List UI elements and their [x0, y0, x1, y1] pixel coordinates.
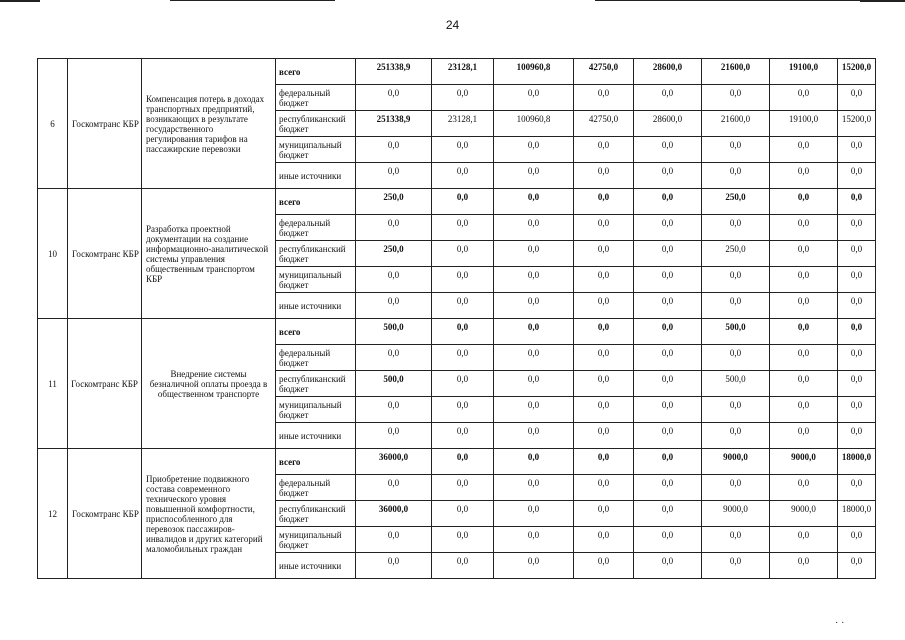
value-cell: 0,0	[356, 345, 432, 371]
value-cell: 0,0	[838, 267, 876, 293]
funding-source-cell: иные источники	[276, 553, 356, 579]
funding-source-cell: всего	[276, 449, 356, 475]
value-cell: 0,0	[838, 137, 876, 163]
value-cell: 0,0	[494, 553, 574, 579]
value-cell: 251338,9	[356, 111, 432, 137]
value-cell: 0,0	[770, 527, 838, 553]
funding-source-cell: республиканский бюджет	[276, 111, 356, 137]
value-cell: 0,0	[356, 85, 432, 111]
executor-cell: Госкомтранс КБР	[68, 319, 142, 449]
value-cell: 0,0	[702, 293, 770, 319]
value-cell: 0,0	[432, 267, 494, 293]
value-cell: 0,0	[574, 319, 634, 345]
value-cell: 0,0	[574, 371, 634, 397]
value-cell: 0,0	[838, 241, 876, 267]
value-cell: 0,0	[574, 527, 634, 553]
value-cell: 0,0	[634, 189, 702, 215]
value-cell: 0,0	[838, 553, 876, 579]
value-cell: 0,0	[356, 267, 432, 293]
value-cell: 0,0	[494, 345, 574, 371]
value-cell: 0,0	[574, 85, 634, 111]
measure-name-cell: Приобретение подвижного состава современного технического уровня повышенной комфортности, приспособленного для перевозок пассажиров-инвалидов и других категорий маломобильных граждан	[142, 449, 276, 579]
funding-source-cell: федеральный бюджет	[276, 475, 356, 501]
value-cell: 0,0	[494, 189, 574, 215]
value-cell: 0,0	[838, 371, 876, 397]
value-cell: 0,0	[574, 475, 634, 501]
value-cell: 500,0	[356, 319, 432, 345]
value-cell: 0,0	[574, 553, 634, 579]
top-rule-left	[0, 0, 40, 2]
value-cell: 9000,0	[702, 501, 770, 527]
value-cell: 0,0	[432, 293, 494, 319]
value-cell: 0,0	[356, 215, 432, 241]
value-cell: 250,0	[702, 241, 770, 267]
value-cell: 500,0	[702, 371, 770, 397]
value-cell: 500,0	[356, 371, 432, 397]
value-cell: 0,0	[634, 527, 702, 553]
funding-source-cell: муниципальный бюджет	[276, 267, 356, 293]
value-cell: 0,0	[432, 501, 494, 527]
value-cell: 0,0	[770, 397, 838, 423]
value-cell: 500,0	[702, 319, 770, 345]
value-cell: 0,0	[574, 241, 634, 267]
value-cell: 0,0	[702, 475, 770, 501]
value-cell: 23128,1	[432, 59, 494, 85]
value-cell: 0,0	[494, 449, 574, 475]
value-cell: 0,0	[838, 293, 876, 319]
value-cell: 0,0	[574, 293, 634, 319]
value-cell: 250,0	[356, 241, 432, 267]
measure-name-cell: Внедрение системы безналичной оплаты проезда в общественном транспорте	[142, 319, 276, 449]
value-cell: 0,0	[770, 293, 838, 319]
value-cell: 0,0	[702, 267, 770, 293]
value-cell: 0,0	[432, 163, 494, 189]
value-cell: 0,0	[574, 501, 634, 527]
funding-source-cell: иные источники	[276, 423, 356, 449]
value-cell: 0,0	[838, 189, 876, 215]
value-cell: 0,0	[356, 397, 432, 423]
value-cell: 0,0	[770, 137, 838, 163]
executor-cell: Госкомтранс КБР	[68, 59, 142, 189]
value-cell: 18000,0	[838, 449, 876, 475]
value-cell: 0,0	[838, 163, 876, 189]
value-cell: 0,0	[702, 345, 770, 371]
value-cell: 36000,0	[356, 501, 432, 527]
value-cell: 0,0	[574, 449, 634, 475]
value-cell: 0,0	[574, 397, 634, 423]
value-cell: 19100,0	[770, 111, 838, 137]
value-cell: 0,0	[574, 423, 634, 449]
top-rule-far-right	[860, 0, 905, 2]
value-cell: 0,0	[356, 553, 432, 579]
value-cell: 0,0	[356, 423, 432, 449]
value-cell: 0,0	[494, 267, 574, 293]
value-cell: 0,0	[634, 241, 702, 267]
value-cell: 250,0	[702, 189, 770, 215]
value-cell: 0,0	[838, 215, 876, 241]
value-cell: 0,0	[574, 163, 634, 189]
row-number: 6	[38, 59, 68, 189]
value-cell: 15200,0	[838, 59, 876, 85]
value-cell: 0,0	[770, 475, 838, 501]
budget-table	[37, 58, 876, 579]
value-cell: 0,0	[494, 85, 574, 111]
table-row	[38, 189, 876, 215]
value-cell: 0,0	[494, 501, 574, 527]
table-body	[38, 59, 876, 579]
value-cell: 21600,0	[702, 111, 770, 137]
funding-source-cell: всего	[276, 189, 356, 215]
value-cell: 0,0	[574, 345, 634, 371]
value-cell: 0,0	[494, 423, 574, 449]
value-cell: 0,0	[770, 163, 838, 189]
value-cell: 0,0	[634, 553, 702, 579]
page-number: 24	[445, 18, 460, 32]
value-cell: 0,0	[356, 137, 432, 163]
value-cell: 0,0	[838, 527, 876, 553]
value-cell: 0,0	[838, 345, 876, 371]
value-cell: 0,0	[356, 475, 432, 501]
value-cell: 0,0	[494, 215, 574, 241]
table-row	[38, 59, 876, 85]
value-cell: 0,0	[356, 163, 432, 189]
top-rule-center	[170, 0, 335, 1]
value-cell: 0,0	[838, 423, 876, 449]
value-cell: 0,0	[432, 553, 494, 579]
value-cell: 0,0	[770, 241, 838, 267]
value-cell: 0,0	[634, 137, 702, 163]
value-cell: 0,0	[634, 345, 702, 371]
funding-source-cell: республиканский бюджет	[276, 241, 356, 267]
measure-name-cell: Компенсация потерь в доходах транспортных предприятий, возникающих в результате государственного регулирования тарифов на пассажирские перевозки	[142, 59, 276, 189]
value-cell: 0,0	[770, 215, 838, 241]
value-cell: 0,0	[432, 345, 494, 371]
value-cell: 0,0	[432, 241, 494, 267]
value-cell: 0,0	[432, 319, 494, 345]
value-cell: 28600,0	[634, 59, 702, 85]
value-cell: 0,0	[432, 85, 494, 111]
value-cell: 0,0	[494, 163, 574, 189]
value-cell: 0,0	[356, 527, 432, 553]
table-row	[38, 319, 876, 345]
value-cell: 0,0	[634, 501, 702, 527]
funding-source-cell: всего	[276, 59, 356, 85]
value-cell: 0,0	[432, 397, 494, 423]
funding-source-cell: муниципальный бюджет	[276, 397, 356, 423]
value-cell: 0,0	[494, 319, 574, 345]
value-cell: 0,0	[634, 163, 702, 189]
funding-source-cell: муниципальный бюджет	[276, 527, 356, 553]
value-cell: 0,0	[356, 293, 432, 319]
value-cell: 0,0	[494, 527, 574, 553]
value-cell: 0,0	[770, 267, 838, 293]
value-cell: 42750,0	[574, 59, 634, 85]
value-cell: 0,0	[634, 85, 702, 111]
value-cell: 0,0	[770, 345, 838, 371]
funding-source-cell: федеральный бюджет	[276, 345, 356, 371]
value-cell: 0,0	[702, 137, 770, 163]
value-cell: 250,0	[356, 189, 432, 215]
value-cell: 0,0	[702, 85, 770, 111]
value-cell: 0,0	[634, 293, 702, 319]
value-cell: 0,0	[634, 449, 702, 475]
funding-source-cell: иные источники	[276, 163, 356, 189]
value-cell: 0,0	[838, 397, 876, 423]
value-cell: 0,0	[494, 397, 574, 423]
value-cell: 0,0	[432, 423, 494, 449]
value-cell: 28600,0	[634, 111, 702, 137]
value-cell: 0,0	[634, 423, 702, 449]
value-cell: 0,0	[432, 215, 494, 241]
footer-marks: · ·	[835, 617, 845, 628]
value-cell: 21600,0	[702, 59, 770, 85]
funding-source-cell: всего	[276, 319, 356, 345]
value-cell: 0,0	[574, 137, 634, 163]
row-number: 12	[38, 449, 68, 579]
value-cell: 0,0	[702, 397, 770, 423]
value-cell: 0,0	[494, 475, 574, 501]
value-cell: 9000,0	[770, 501, 838, 527]
row-number: 11	[38, 319, 68, 449]
value-cell: 9000,0	[702, 449, 770, 475]
value-cell: 0,0	[702, 553, 770, 579]
funding-source-cell: федеральный бюджет	[276, 215, 356, 241]
value-cell: 0,0	[634, 319, 702, 345]
value-cell: 9000,0	[770, 449, 838, 475]
value-cell: 18000,0	[838, 501, 876, 527]
value-cell: 0,0	[634, 371, 702, 397]
table-row	[38, 449, 876, 475]
value-cell: 0,0	[574, 215, 634, 241]
value-cell: 23128,1	[432, 111, 494, 137]
value-cell: 0,0	[702, 215, 770, 241]
value-cell: 0,0	[574, 189, 634, 215]
funding-source-cell: иные источники	[276, 293, 356, 319]
value-cell: 100960,8	[494, 111, 574, 137]
funding-source-cell: республиканский бюджет	[276, 371, 356, 397]
value-cell: 0,0	[838, 85, 876, 111]
value-cell: 0,0	[432, 137, 494, 163]
row-number: 10	[38, 189, 68, 319]
value-cell: 0,0	[494, 137, 574, 163]
value-cell: 42750,0	[574, 111, 634, 137]
value-cell: 0,0	[494, 241, 574, 267]
value-cell: 0,0	[432, 527, 494, 553]
value-cell: 15200,0	[838, 111, 876, 137]
top-rule-right	[595, 0, 905, 1]
value-cell: 251338,9	[356, 59, 432, 85]
value-cell: 0,0	[634, 475, 702, 501]
value-cell: 0,0	[574, 267, 634, 293]
value-cell: 0,0	[702, 163, 770, 189]
value-cell: 19100,0	[770, 59, 838, 85]
value-cell: 0,0	[770, 371, 838, 397]
measure-name-cell: Разработка проектной документации на создание информационно-аналитической системы управления общественным транспортом КБР	[142, 189, 276, 319]
value-cell: 0,0	[432, 449, 494, 475]
value-cell: 0,0	[634, 397, 702, 423]
funding-source-cell: федеральный бюджет	[276, 85, 356, 111]
value-cell: 0,0	[770, 423, 838, 449]
value-cell: 0,0	[432, 475, 494, 501]
value-cell: 0,0	[770, 85, 838, 111]
funding-source-cell: муниципальный бюджет	[276, 137, 356, 163]
value-cell: 0,0	[770, 189, 838, 215]
value-cell: 0,0	[494, 293, 574, 319]
value-cell: 0,0	[432, 189, 494, 215]
executor-cell: Госкомтранс КБР	[68, 189, 142, 319]
value-cell: 36000,0	[356, 449, 432, 475]
value-cell: 0,0	[838, 475, 876, 501]
value-cell: 0,0	[702, 423, 770, 449]
value-cell: 0,0	[432, 371, 494, 397]
value-cell: 0,0	[702, 527, 770, 553]
funding-source-cell: республиканский бюджет	[276, 501, 356, 527]
value-cell: 0,0	[770, 319, 838, 345]
value-cell: 0,0	[494, 371, 574, 397]
value-cell: 100960,8	[494, 59, 574, 85]
value-cell: 0,0	[634, 215, 702, 241]
value-cell: 0,0	[634, 267, 702, 293]
value-cell: 0,0	[838, 319, 876, 345]
executor-cell: Госкомтранс КБР	[68, 449, 142, 579]
value-cell: 0,0	[770, 553, 838, 579]
